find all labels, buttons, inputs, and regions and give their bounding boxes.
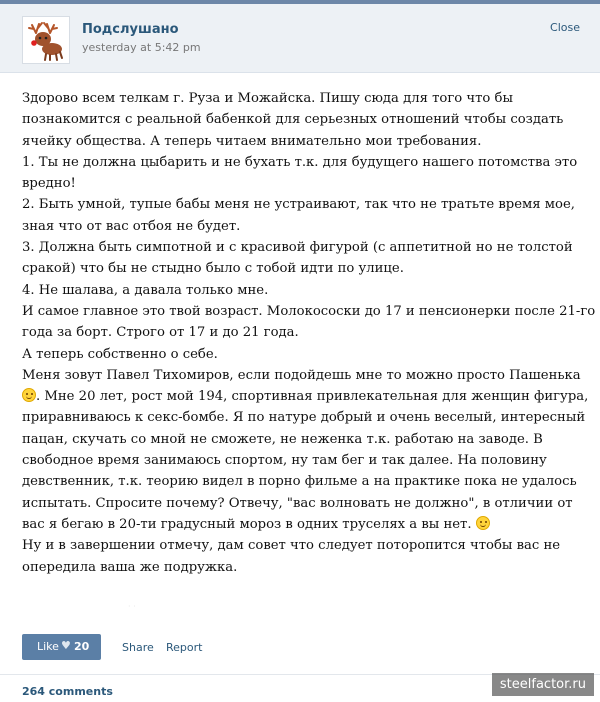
share-button[interactable]: Share [122, 641, 154, 654]
post-line: вас я бегаю в 20-ти градусный мороз в одних труселях а вы нет. [22, 516, 472, 532]
post-line: 3. Должна быть симпотной и с красивой фигурой (с аппетитной но не толстой [22, 240, 573, 256]
like-count: 20 [74, 640, 90, 653]
post-line: Здорово всем телкам г. Руза и Можайска. Пишу сюда для того что бы [22, 91, 513, 106]
heart-icon: ♥ [61, 639, 71, 652]
post-header [0, 4, 600, 73]
like-button[interactable] [22, 634, 101, 660]
smile-emoji-icon [476, 516, 490, 530]
like-label: Like [37, 640, 59, 653]
post-line: года за борт. Строго от 17 и до 21 года. [22, 325, 299, 341]
post-line: Ну и в завершении отмечу, дам совет что следует поторопится чтобы вас не [22, 538, 561, 554]
post-line: Меня зовут Павел Тихомиров, если подойдешь мне то можно просто Пашенька [22, 367, 581, 383]
group-name[interactable]: Подслушано [82, 22, 179, 37]
post-line: . Мне 20 лет, рост мой 194, спортивная привлекательная для женщин фигура, [36, 389, 589, 405]
post-line: вредно! [22, 176, 76, 192]
post-line: сракой) что бы не стыдно было с тобой идти по улице. [22, 261, 404, 277]
post-timestamp[interactable]: yesterday at 5:42 pm [82, 41, 201, 54]
post-line: пацан, скучать со мной не сможете, не неженка т.к. работаю на заводе. В [22, 431, 543, 447]
comments-link[interactable]: 264 comments [22, 685, 113, 698]
reindeer-icon [23, 17, 69, 63]
post-line: девственник, т.к. теорию видел в порно фильме а на практике пока не удалось [22, 474, 577, 490]
watermark: steelfactor.ru [492, 673, 594, 696]
post-line-with-emoji [22, 514, 582, 535]
post-line: 2. Быть умной, тупые бабы меня не устраивают, так что не тратьте время мое, [22, 197, 575, 213]
post-line: ячейку общества. А теперь читаем внимательно мои требования. [22, 133, 482, 149]
smile-emoji-icon [22, 388, 36, 402]
post-line: свободное время занимаюсь спортом, ну там бег и так далее. На половину [22, 453, 547, 469]
post-line: А теперь собственно о себе. [22, 346, 218, 362]
post-line: И самое главное это твой возраст. Молокососки до 17 и пенсионерки после 21-го [22, 303, 596, 319]
post-line: опередила ваша же подружка. [22, 559, 238, 575]
post-line: приравниваюсь к секс-бомбе. Я по натуре добрый и очень веселый, интересный [22, 410, 586, 426]
report-button[interactable]: Report [166, 641, 203, 654]
close-button[interactable]: Close [550, 21, 580, 34]
post-line: познакомится с реальной бабенкой для серьезных отношений чтобы создать [22, 112, 564, 128]
post-line: зная что от вас отбоя не будет. [22, 218, 241, 234]
post-line: 4. Не шалава, а давала только мне. [22, 282, 269, 298]
post-line: 1. Ты не должна цыбарить и не бухать т.к. для будущего нашего потомства это [22, 154, 578, 170]
group-avatar[interactable] [22, 16, 70, 64]
post-line-with-emoji [22, 386, 589, 407]
post-line: испытать. Спросите почему? Отвечу, "вас волновать не должно", в отличии от [22, 495, 573, 511]
post-text [22, 88, 596, 578]
decorative-dots: · · [128, 602, 136, 611]
